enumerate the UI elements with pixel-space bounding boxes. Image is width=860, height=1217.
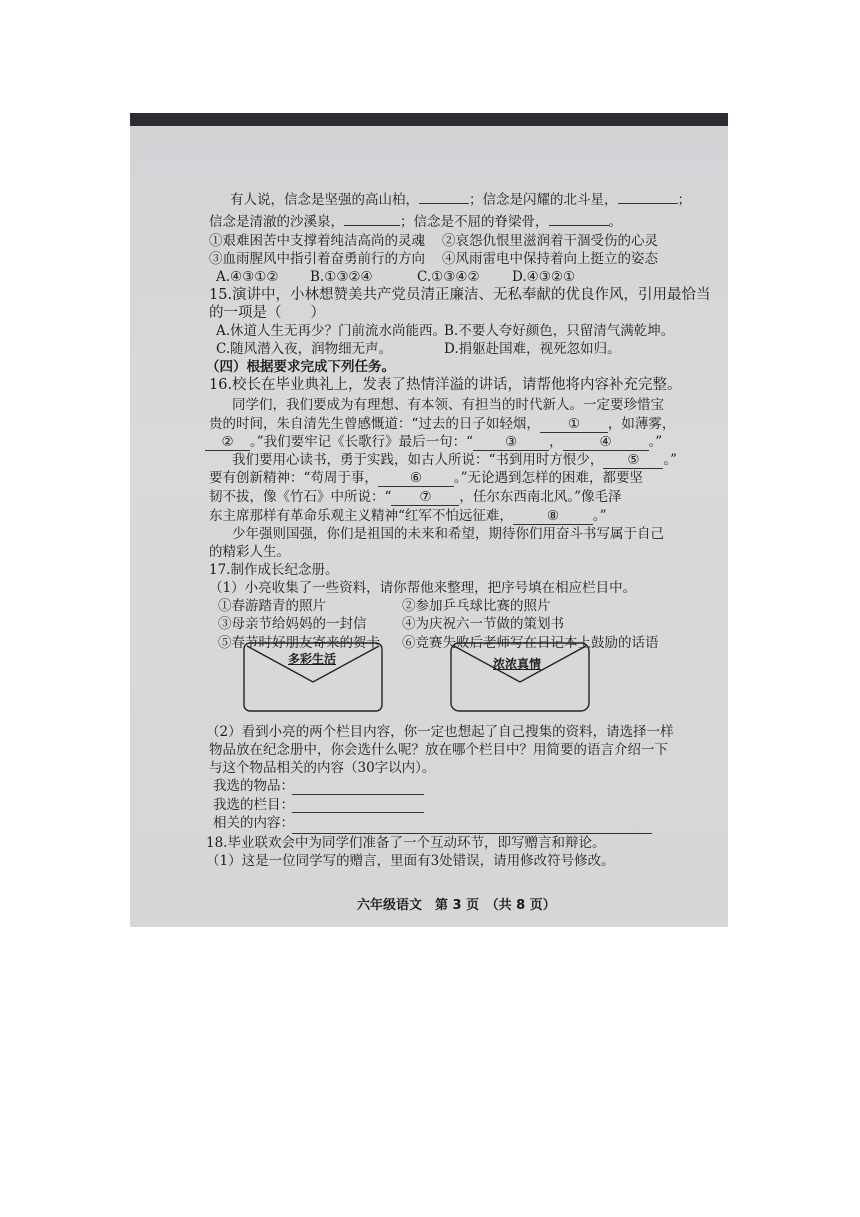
envelope-label-colorful-life: 多彩生活 — [288, 652, 337, 666]
q17-field-content-label: 相关的内容： — [213, 815, 294, 831]
q17-stem: 17.制作成长纪念册。 — [209, 562, 339, 578]
q16-para3-line1: 少年强则国强，你们是祖国的未来和希望，期待你们用奋斗书写属于自己 — [232, 526, 664, 542]
q15-option-c: C.随风潜入夜，润物细无声。 — [216, 341, 393, 357]
q14-option-2: ②哀怨仇恨里滋润着干涸受伤的心灵 — [442, 233, 658, 249]
q17-item-2: ②参加乒乓球比赛的照片 — [402, 598, 551, 614]
q16-stem: 16.校长在毕业典礼上，发表了热情洋溢的讲话，请帮他将内容补充完整。 — [209, 377, 682, 393]
q16-para2-line1: 我们要用心读书，勇于实践，如古人所说：“书到用时方恨少， ⑤ 。” — [232, 452, 678, 468]
q14-line2: 信念是清澈的沙溪泉， ；信念是不屈的脊梁骨， 。 — [209, 211, 622, 231]
q14-choice-a: A.④③①② — [216, 269, 279, 285]
q17-field-column-line — [292, 812, 424, 813]
q14-option-1: ①艰难困苦中支撑着纯洁高尚的灵魂 — [209, 233, 425, 249]
q17-sub2-line3: 与这个物品相关的内容（30字以内）。 — [209, 760, 436, 776]
q15-stem-line2: 的一项是（ ） — [209, 305, 325, 321]
envelope-deep-affection — [450, 642, 590, 712]
q16-para2-line3: 韧不拔，像《竹石》中所说：“ ⑦ ，任尔东西南北风。”像毛泽 — [209, 489, 622, 505]
page-footer: 六年级语文 第 3 页 （共 8 页） — [357, 898, 556, 913]
q15-option-a: A.休道人生无再少？门前流水尚能西。 — [216, 323, 447, 339]
q17-item-6: ⑥竞赛失败后老师写在日记本上鼓励的话语 — [402, 635, 659, 651]
q16-para1-line2: 贵的时间，朱自清先生曾感慨道：“过去的日子如轻烟， ① ，如薄雾， — [209, 416, 676, 432]
q17-sub2-line2: 物品放在纪念册中，你会选什么呢？放在哪个栏目中？用简要的语言介绍一下 — [209, 742, 668, 758]
q14-choice-c: C.①③④② — [417, 269, 480, 285]
q15-option-b: B.不要人夸好颜色，只留清气满乾坤。 — [444, 323, 675, 339]
q16-para3-line2: 的精彩人生。 — [209, 544, 290, 560]
q17-field-item-line — [292, 794, 424, 795]
q15-option-d: D.捐躯赴国难，视死忽如归。 — [444, 341, 621, 357]
q14-option-3: ③血雨腥风中指引着奋勇前行的方向 — [209, 251, 425, 267]
q14-line1: 有人说，信念是坚强的高山柏， ；信念是闪耀的北斗星， ； — [230, 189, 691, 209]
q14-choice-d: D.④③②① — [512, 269, 576, 285]
q17-sub1: （1）小亮收集了一些资料，请你帮他来整理，把序号填在相应栏目中。 — [209, 580, 637, 596]
q17-item-5: ⑤春节时好朋友寄来的贺卡 — [218, 635, 380, 651]
q17-item-1: ①春游踏青的照片 — [218, 598, 326, 614]
q17-item-3: ③母亲节给妈妈的一封信 — [218, 616, 367, 632]
q16-para2-line2: 要有创新精神：“苟周于事， ⑥ 。”无论遇到怎样的困难，都要坚 — [209, 470, 644, 486]
q16-para2-line4: 东主席那样有革命乐观主义精神“红军不怕远征难， ⑧ 。” — [209, 508, 607, 524]
q17-field-item-label: 我选的物品： — [213, 778, 294, 794]
q16-para1-line1: 同学们，我们要成为有理想、有本领、有担当的时代新人。一定要珍惜宝 — [232, 397, 664, 413]
q16-para1-line3: ② 。”我们要牢记《长歌行》最后一句：“ ③ ， ④ 。” — [205, 433, 662, 451]
q17-sub2-line1: （2）看到小亮的两个栏目内容，你一定也想起了自己搜集的资料，请选择一样 — [206, 724, 674, 740]
q14-choice-b: B.①③②④ — [310, 269, 373, 285]
q18-stem: 18.毕业联欢会中为同学们准备了一个互动环节，即写赠言和辩论。 — [206, 835, 606, 851]
q14-option-4: ④风雨雷电中保持着向上挺立的姿态 — [442, 251, 658, 267]
q17-item-4: ④为庆祝六一节做的策划书 — [402, 616, 564, 632]
envelope-label-deep-affection: 浓浓真情 — [493, 657, 542, 671]
scan-top-edge — [130, 113, 728, 127]
q15-stem-line1: 15.演讲中，小林想赞美共产党员清正廉洁、无私奉献的优良作风，引用最恰当 — [209, 287, 711, 303]
q17-field-column-label: 我选的栏目： — [213, 797, 294, 813]
q18-sub1: （1）这是一位同学写的赠言，里面有3处错误，请用修改符号修改。 — [206, 853, 615, 869]
section-4-heading: （四）根据要求完成下列任务。 — [206, 359, 395, 375]
